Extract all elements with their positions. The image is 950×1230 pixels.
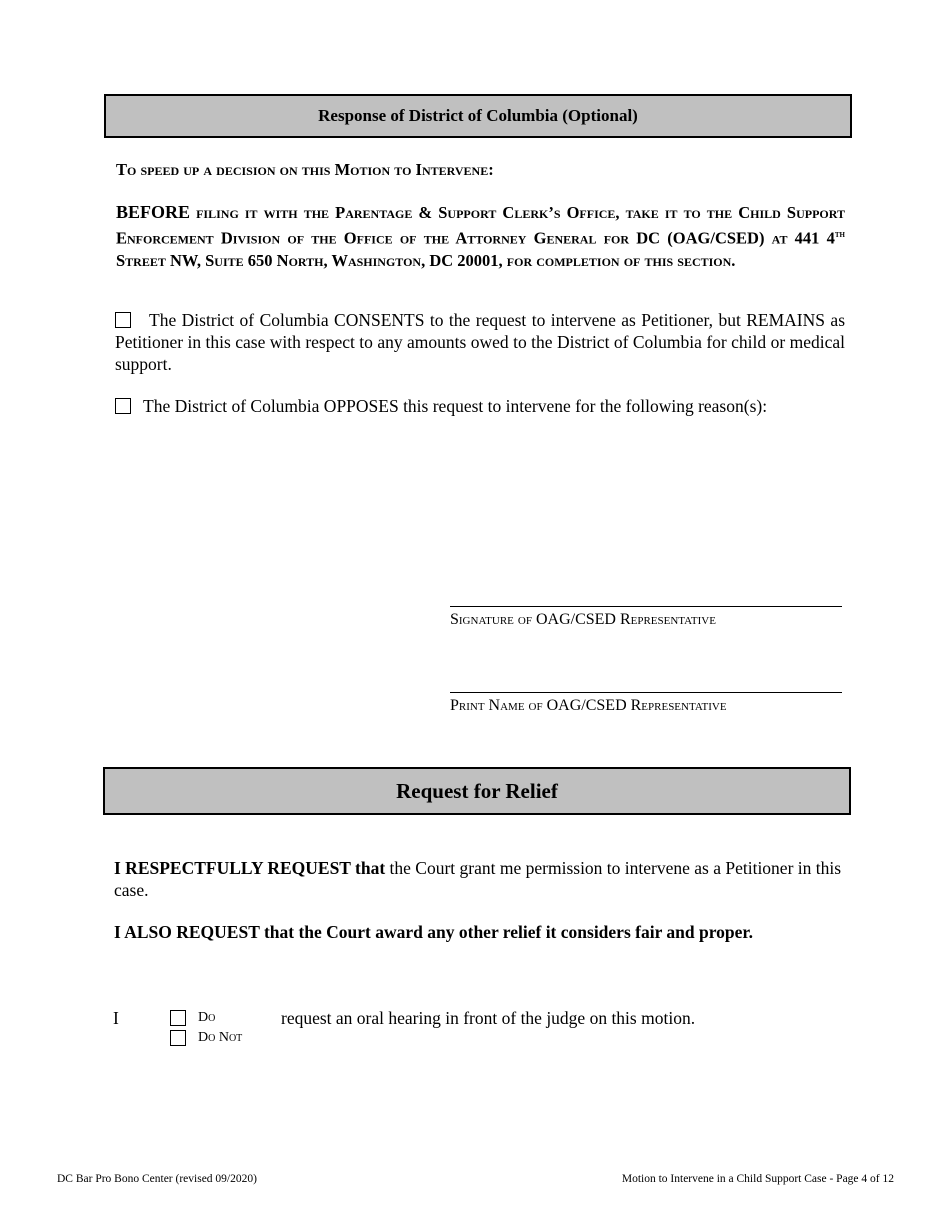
consent-option — [115, 309, 845, 375]
consent-checkbox[interactable] — [115, 312, 131, 328]
oppose-text: The District of Columbia OPPOSES this request to intervene for the following reason(s): — [143, 396, 768, 416]
intro-heading: To speed up a decision on this Motion to Intervene: — [116, 160, 494, 179]
print-name-line[interactable] — [450, 692, 842, 693]
instructions-part2: Street NW, Suite 650 North, Washington, DC 20001, for completion of this section. — [116, 250, 736, 270]
print-name-label: Print Name of OAG/CSED Representative — [450, 697, 727, 714]
hearing-text: request an oral hearing in front of the judge on this motion. — [281, 1008, 696, 1028]
instructions-part1: filing it with the Parentage & Support Clerk’s Office, take it to the Child Support Enforcement Division of the Office of the Attorney General for DC (OAG/CSED) at 441 4 — [116, 203, 845, 248]
instructions-before: BEFORE — [116, 202, 191, 222]
consent-text: The District of Columbia CONSENTS to the request to intervene as Petitioner, but REMAINS as Petitioner in this case with respect to any amounts owed to the District of Columbia for child or medical support. — [115, 310, 845, 374]
oppose-checkbox[interactable] — [115, 398, 131, 414]
relief-section-title: Request for Relief — [396, 778, 558, 803]
do-label: Do — [198, 1010, 216, 1025]
do-not-checkbox[interactable] — [170, 1030, 186, 1046]
response-section-title: Response of District of Columbia (Optional) — [318, 106, 638, 125]
instructions-sup: th — [834, 229, 845, 240]
also-request: I ALSO REQUEST that the Court award any other relief it considers fair and proper. — [114, 922, 753, 942]
request-bold: I RESPECTFULLY REQUEST that — [114, 858, 386, 878]
footer-left: DC Bar Pro Bono Center (revised 09/2020) — [57, 1173, 257, 1185]
do-not-label: Do Not — [198, 1030, 243, 1045]
hearing-prefix: I — [113, 1008, 119, 1028]
request-rest: the Court grant me permission to intervene as a Petitioner in this case. — [114, 858, 842, 900]
relief-section-header — [103, 767, 851, 815]
respectful-request — [114, 857, 846, 901]
response-section-header — [104, 94, 852, 138]
signature-label: Signature of OAG/CSED Representative — [450, 611, 716, 628]
filing-instructions — [116, 201, 845, 272]
signature-line[interactable] — [450, 606, 842, 607]
do-checkbox[interactable] — [170, 1010, 186, 1026]
footer-right: Motion to Intervene in a Child Support Case - Page 4 of 12 — [621, 1173, 894, 1185]
oppose-option — [115, 395, 845, 417]
